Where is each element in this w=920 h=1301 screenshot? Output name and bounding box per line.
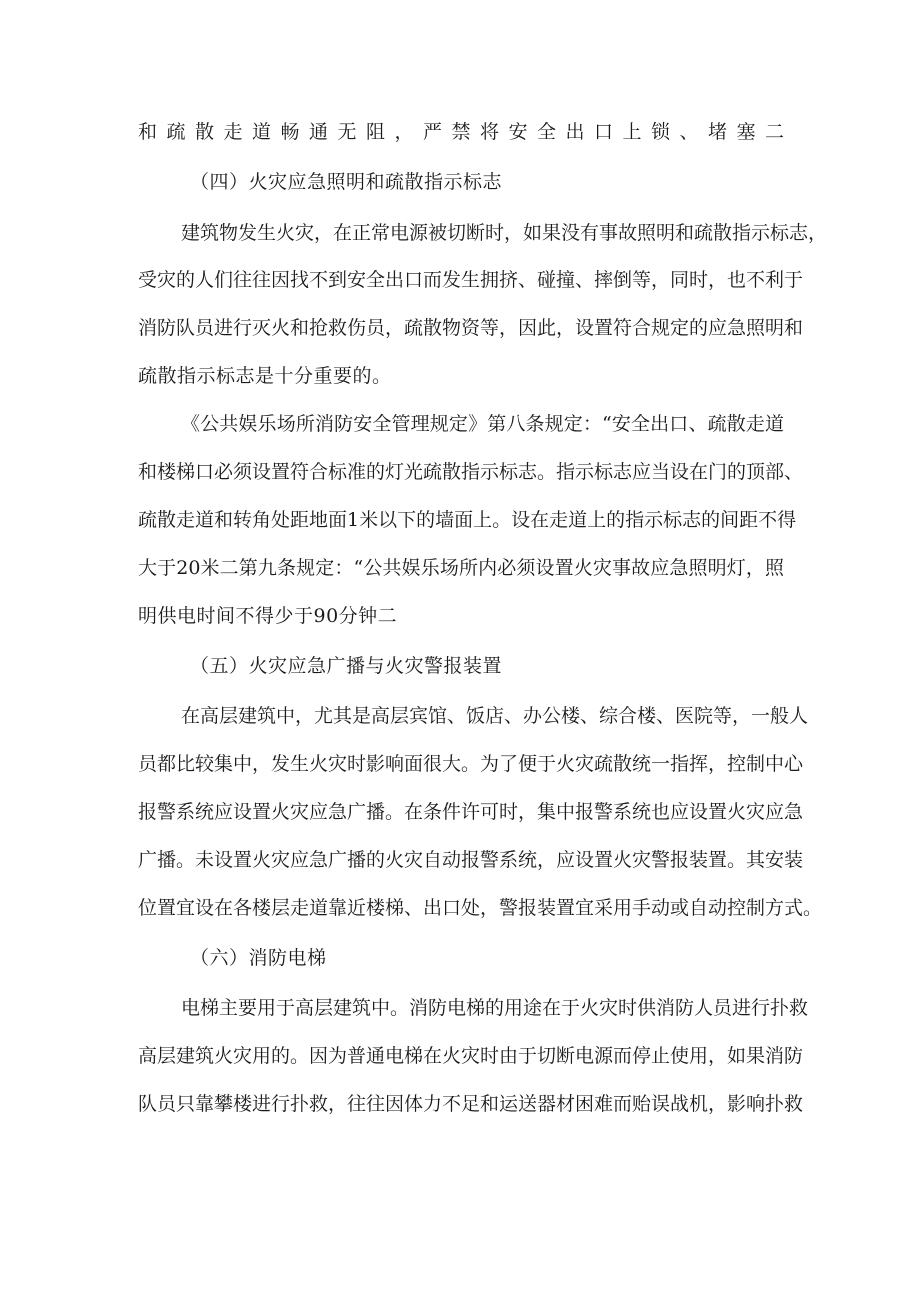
paragraph-line: 位置宜设在各楼层走道靠近楼梯、出口处，警报装置宜采用手动或自动控制方式。 [138, 897, 823, 919]
paragraph-line: 队员只靠攀楼进行扑救，往往因体力不足和运送器材困难而贻误战机，影响扑救 [138, 1093, 804, 1115]
paragraph-line: 明供电时间不得少于90分钟二 [138, 605, 398, 627]
paragraph-line: 受灾的人们往往因找不到安全出口而发生拥挤、碰撞、摔倒等，同时，也不利于 [138, 269, 804, 291]
section-heading-4: （四）火灾应急照明和疏散指示标志 [190, 171, 503, 193]
paragraph-line: 大于20米二第九条规定：“公共娱乐场所内必须设置火灾事故应急照明灯，照 [138, 557, 784, 579]
section-heading-6: （六）消防电梯 [190, 947, 327, 969]
paragraph-line: 《公共娱乐场所消防安全管理规定》第八条规定：“安全出口、疏散走道 [181, 413, 784, 435]
paragraph-line: 疏散走道和转角处距地面1米以下的墙面上。设在走道上的指示标志的间距不得 [138, 509, 797, 531]
paragraph-line: 在高层建筑中，尤其是高层宾馆、饭店、办公楼、综合楼、医院等，一般人 [181, 705, 809, 727]
paragraph-line: 建筑物发生火灾，在正常电源被切断时，如果没有事故照明和疏散指示标志， [181, 222, 828, 244]
paragraph-line: 高层建筑火灾用的。因为普通电梯在火灾时由于切断电源而停止使用，如果消防 [138, 1045, 804, 1067]
paragraph-line: 广播。未设置火灾应急广播的火灾自动报警系统，应设置火灾警报装置。其安装 [138, 849, 804, 871]
paragraph-line: 消防队员进行灭火和抢救伤员，疏散物资等，因此，设置符合规定的应急照明和 [138, 317, 804, 339]
paragraph-line: 和楼梯口必须设置符合标准的灯光疏散指示标志。指示标志应当设在门的顶部、 [138, 461, 804, 483]
paragraph-line: 员都比较集中，发生火灾时影响面很大。为了便于火灾疏散统一指挥，控制中心 [138, 753, 804, 775]
paragraph-line: 报警系统应设置火灾应急广播。在条件许可时，集中报警系统也应设置火灾应急 [138, 801, 804, 823]
paragraph-line: 电梯主要用于高层建筑中。消防电梯的用途在于火灾时供消防人员进行扑救 [181, 997, 809, 1019]
section-heading-5: （五）火灾应急广播与火灾警报装置 [190, 655, 503, 677]
paragraph-line: 疏散指示标志是十分重要的。 [138, 365, 392, 387]
paragraph-line: 和疏散走道畅通无阻，严禁将安全出口上锁、堵塞二 [138, 121, 784, 143]
